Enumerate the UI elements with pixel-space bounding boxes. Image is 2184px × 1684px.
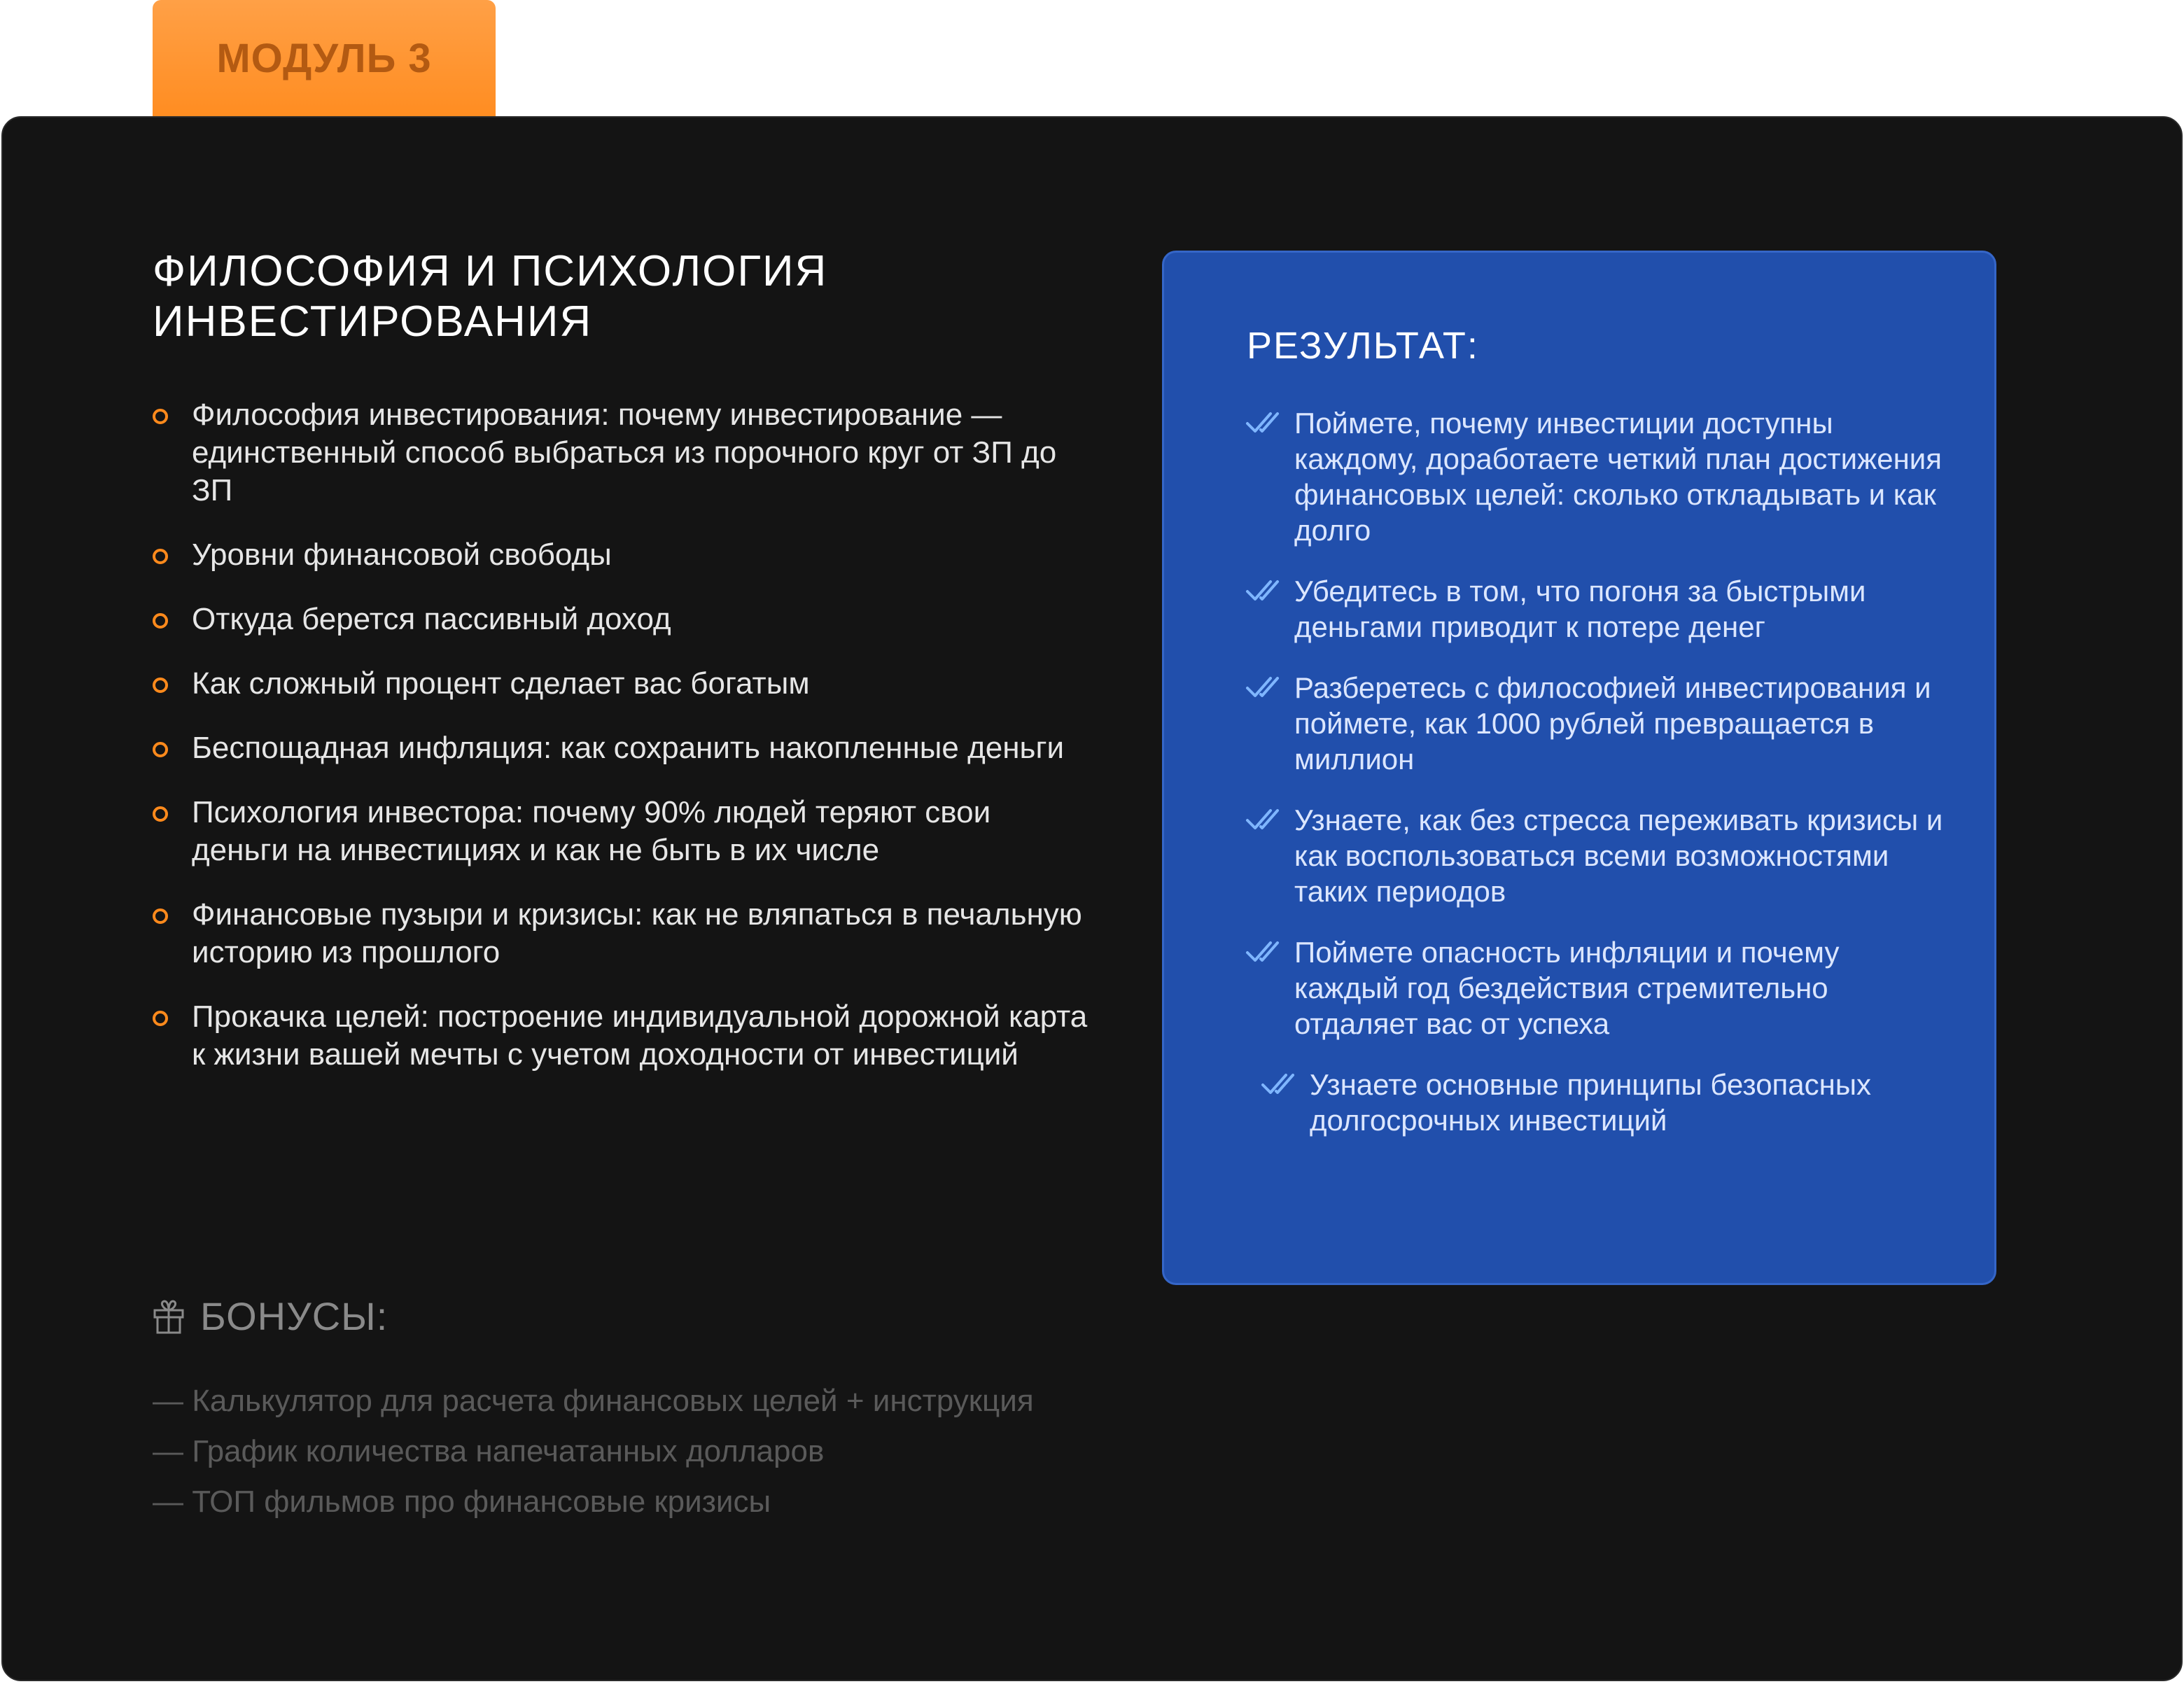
topic-text: Откуда берется пассивный доход [192, 602, 671, 636]
topic-list [153, 396, 1091, 1100]
topic-text: Как сложный процент сделает вас богатым [192, 666, 810, 701]
result-item [1245, 573, 1945, 645]
bonus-list [153, 1376, 1034, 1527]
bonus-item: — ТОП фильмов про финансовые кризисы [153, 1485, 771, 1519]
topic-text: Прокачка целей: построение индивидуальной дорожной карта к жизни вашей мечты с учетом доходности от инвестиций [192, 999, 1088, 1072]
topic-item [153, 601, 1091, 638]
topic-text: Психология инвестора: почему 90% людей теряют свои деньги на инвестициях и как не быть в их числе [192, 795, 991, 867]
result-item [1245, 405, 1945, 548]
double-check-icon [1245, 577, 1280, 603]
module-tab [153, 0, 496, 133]
double-check-icon [1245, 806, 1280, 832]
topic-text: Беспощадная инфляция: как сохранить накопленные деньги [192, 731, 1065, 765]
bullet-icon [153, 549, 168, 564]
bullet-icon [153, 678, 168, 693]
result-text: Поймете, почему инвестиции доступны каждому, доработаете четкий план достижения финансовых целей: сколько откладывать и как долго [1294, 407, 1942, 547]
topic-text: Философия инвестирования: почему инвестирование — единственный способ выбраться из порочного круг от ЗП до ЗП [192, 398, 1057, 507]
double-check-icon [1245, 674, 1280, 699]
topic-item [153, 665, 1091, 703]
double-check-icon [1261, 1071, 1296, 1096]
bonus-header [153, 1293, 388, 1339]
section-title: ФИЛОСОФИЯ И ПСИХОЛОГИЯ ИНВЕСТИРОВАНИЯ [153, 247, 828, 346]
bonus-item: — График количества напечатанных долларов [153, 1434, 825, 1468]
topic-item [153, 729, 1091, 767]
bullet-icon [153, 613, 168, 629]
result-panel [1162, 251, 1996, 1285]
bullet-icon [153, 1011, 168, 1026]
topic-item [153, 896, 1091, 971]
result-text: Убедитесь в том, что погоня за быстрыми деньгами приводит к потере денег [1294, 575, 1866, 643]
result-text: Разберетесь с философией инвестирования и поймете, как 1000 рублей превращается в миллион [1294, 671, 1931, 776]
bullet-icon [153, 806, 168, 822]
result-list [1245, 405, 1945, 1163]
topic-item [153, 794, 1091, 869]
result-item [1245, 934, 1945, 1041]
bullet-icon [153, 908, 168, 924]
result-title: РЕЗУЛЬТАТ: [1247, 325, 1479, 367]
result-text: Узнаете, как без стресса переживать кризисы и как воспользоваться всеми возможностями таких периодов [1294, 804, 1943, 908]
bonus-item: — Калькулятор для расчета финансовых целей + инструкция [153, 1384, 1034, 1418]
module-tab-label: МОДУЛЬ 3 [216, 36, 432, 81]
double-check-icon [1245, 409, 1280, 435]
result-item [1245, 670, 1945, 777]
bullet-icon [153, 409, 168, 424]
result-text: Узнаете основные принципы безопасных долгосрочных инвестиций [1310, 1068, 1872, 1137]
double-check-icon [1245, 939, 1280, 964]
bonus-title: БОНУСЫ: [200, 1294, 388, 1338]
topic-item [153, 998, 1091, 1074]
gift-icon [153, 1299, 185, 1334]
result-item [1245, 802, 1945, 909]
result-item [1261, 1067, 1945, 1138]
topic-text: Уровни финансовой свободы [192, 538, 612, 572]
topic-item [153, 396, 1091, 510]
bullet-icon [153, 742, 168, 757]
result-text: Поймете опасность инфляции и почему каждый год бездействия стремительно отдаляет вас от успеха [1294, 936, 1840, 1040]
topic-item [153, 536, 1091, 574]
topic-text: Финансовые пузыри и кризисы: как не вляпаться в печальную историю из прошлого [192, 897, 1082, 969]
